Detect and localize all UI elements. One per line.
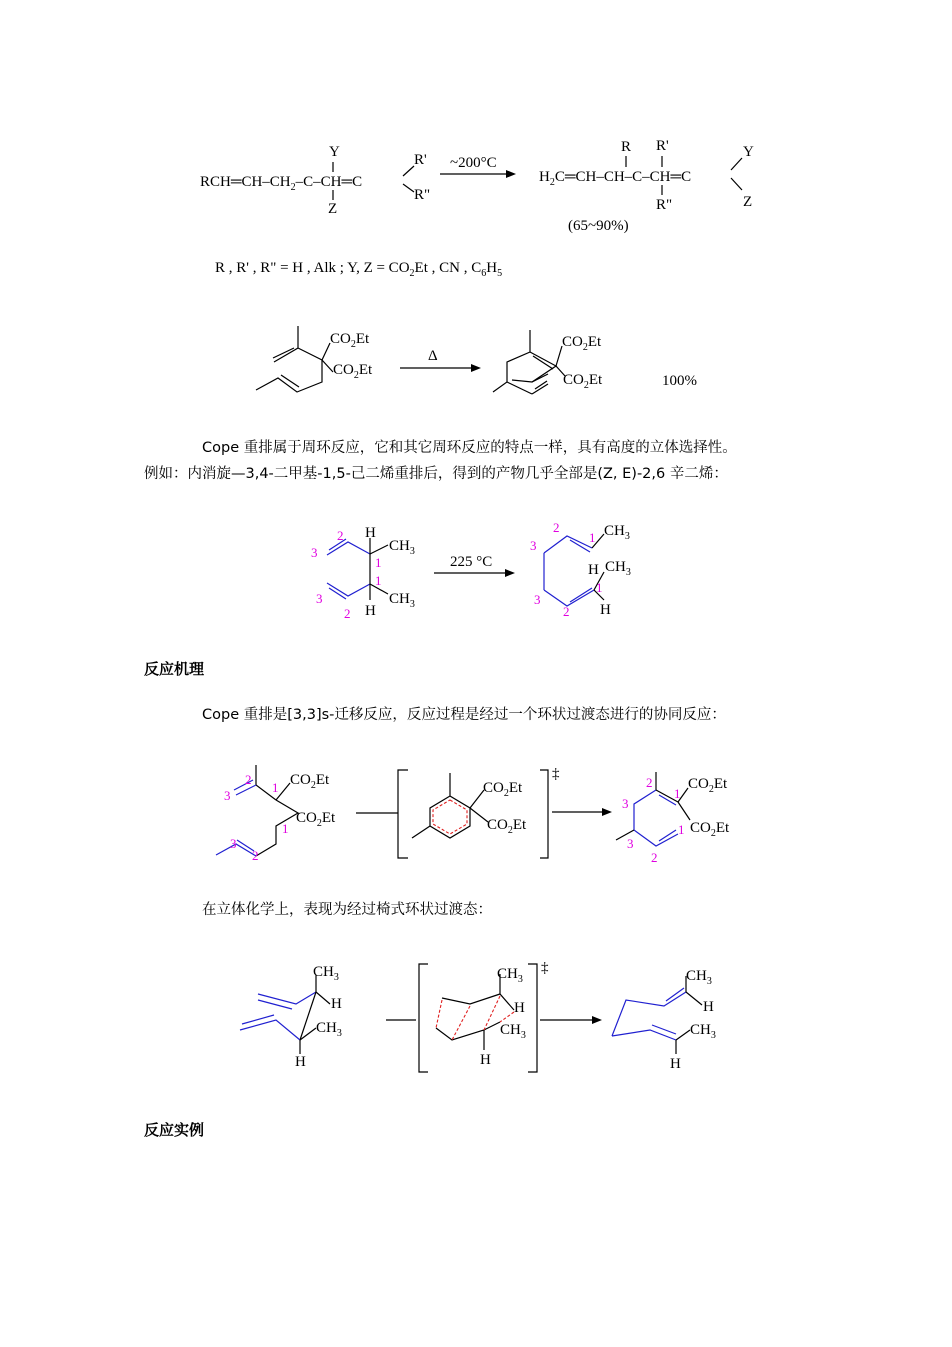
prod-ester-2: $CO_2Et$	[690, 820, 730, 839]
chair-ch3-2: $CH_3$	[316, 1020, 342, 1039]
svg-text:1: 1	[375, 573, 382, 588]
chair-ch3-1: $CH_3$	[313, 964, 339, 983]
mech-ester-2: $CO_2Et$	[296, 810, 336, 829]
svg-text:3: 3	[230, 836, 237, 851]
substituent-z: Z	[328, 201, 338, 217]
h-top: H	[365, 525, 376, 541]
chair-h-2: H	[295, 1054, 306, 1070]
chair-ts-h-2: H	[480, 1052, 491, 1068]
paragraph-stereoselectivity-line2: 例如：内消旋—3,4-二甲基-1,5-己二烯重排后，得到的产物几乎全部是(Z, E)-2,6 辛二烯：	[144, 466, 728, 482]
condition-225c: 225 °C	[450, 554, 493, 570]
chair-h-1: H	[331, 996, 342, 1012]
product-y: Y	[743, 144, 754, 160]
reaction-scheme-2	[256, 326, 697, 394]
h-bottom: H	[365, 603, 376, 619]
chair-ts-ch3-2: $CH_3$	[500, 1022, 526, 1041]
ts-mark-2: ‡	[541, 960, 549, 976]
h-product-bottom: H	[600, 602, 611, 618]
svg-text:3: 3	[627, 836, 634, 851]
condition-heat: Δ	[428, 348, 438, 364]
chair-ts-h-1: H	[514, 1000, 525, 1016]
svg-text:3: 3	[311, 545, 318, 560]
ester-top-left: $CO_2Et$	[330, 331, 370, 350]
svg-text:2: 2	[337, 528, 344, 543]
svg-text:2: 2	[553, 520, 560, 535]
svg-text:1: 1	[282, 821, 289, 836]
svg-text:2: 2	[344, 606, 351, 621]
chair-prod-h-2: H	[670, 1056, 681, 1072]
ts-ester-1: $CO_2Et$	[483, 780, 523, 799]
ester-bottom-left: $CO_2Et$	[333, 362, 373, 381]
svg-text:1: 1	[674, 786, 681, 801]
ts-ester-2: $CO_2Et$	[487, 817, 527, 836]
substituent-y: Y	[329, 144, 340, 160]
substituent-r1: R'	[414, 152, 427, 168]
svg-text:2: 2	[651, 850, 658, 865]
chair-prod-ch3-1: $CH_3$	[686, 968, 712, 987]
paragraph-chair: 在立体化学上，表现为经过椅式环状过渡态：	[202, 902, 492, 918]
reactant-chain-left: $RCH═CH-CH_2-C-CH═C$	[200, 174, 363, 193]
ester-bottom-right: $CO_2Et$	[563, 372, 603, 391]
svg-text:3: 3	[530, 538, 537, 553]
chair-prod-ch3-2: $CH_3$	[690, 1022, 716, 1041]
svg-text:1: 1	[375, 555, 382, 570]
svg-text:1: 1	[272, 780, 279, 795]
chair-prod-h-1: H	[703, 999, 714, 1015]
product-chain: $H_2C═CH-CH-C-CH═C$	[539, 169, 692, 188]
heading-examples: 反应实例	[144, 1121, 205, 1139]
product-r2: R"	[656, 197, 673, 213]
mech-ester-1: $CO_2Et$	[290, 772, 330, 791]
heading-mechanism: 反应机理	[144, 660, 205, 678]
svg-text:2: 2	[563, 604, 570, 619]
reaction-scheme-1	[200, 138, 754, 279]
product-z: Z	[743, 194, 753, 210]
prod-ester-1: $CO_2Et$	[688, 776, 728, 795]
svg-text:3: 3	[622, 796, 629, 811]
ch3-top: $CH_3$	[389, 538, 415, 557]
paragraph-stereoselectivity-line1: Cope 重排属于周环反应，它和其它周环反应的特点一样，具有高度的立体选择性。	[202, 440, 737, 456]
paragraph-mechanism: Cope 重排是[3,3]s-迁移反应，反应过程是经过一个环状过渡态进行的协同反应：	[202, 707, 726, 723]
svg-text:3: 3	[316, 591, 323, 606]
substituent-r2: R"	[414, 187, 431, 203]
reaction-arrow	[506, 170, 516, 178]
mechanism-scheme	[216, 765, 730, 865]
product-r1: R'	[656, 138, 669, 154]
ch3-product-top: $CH_3$	[604, 523, 630, 542]
ch3-bottom: $CH_3$	[389, 591, 415, 610]
svg-text:2: 2	[245, 772, 252, 787]
ester-top-right: $CO_2Et$	[562, 334, 602, 353]
ts-mark-1: ‡	[552, 766, 560, 782]
svg-text:1: 1	[678, 822, 685, 837]
svg-text:1: 1	[596, 580, 603, 595]
condition-200c: ~200°C	[450, 155, 497, 171]
svg-text:3: 3	[224, 788, 231, 803]
yield-100: 100%	[662, 373, 697, 389]
reaction-scheme-3	[311, 520, 631, 621]
svg-text:2: 2	[646, 775, 653, 790]
product-r: R	[621, 139, 632, 155]
yield-65-90: (65~90%)	[568, 218, 629, 234]
chair-ts-ch3-1: $CH_3$	[497, 966, 523, 985]
svg-text:2: 2	[252, 848, 259, 863]
ch3-product-bottom: $CH_3$	[605, 559, 631, 578]
svg-text:3: 3	[534, 592, 541, 607]
substituent-definition: R , R' , R" = H , Alk ; Y, $Z = CO_2Et$ , CN , $C_6H_5$	[215, 260, 503, 279]
chair-ts-scheme	[240, 960, 716, 1072]
h-product-top: H	[588, 562, 599, 578]
svg-text:1: 1	[589, 530, 596, 545]
